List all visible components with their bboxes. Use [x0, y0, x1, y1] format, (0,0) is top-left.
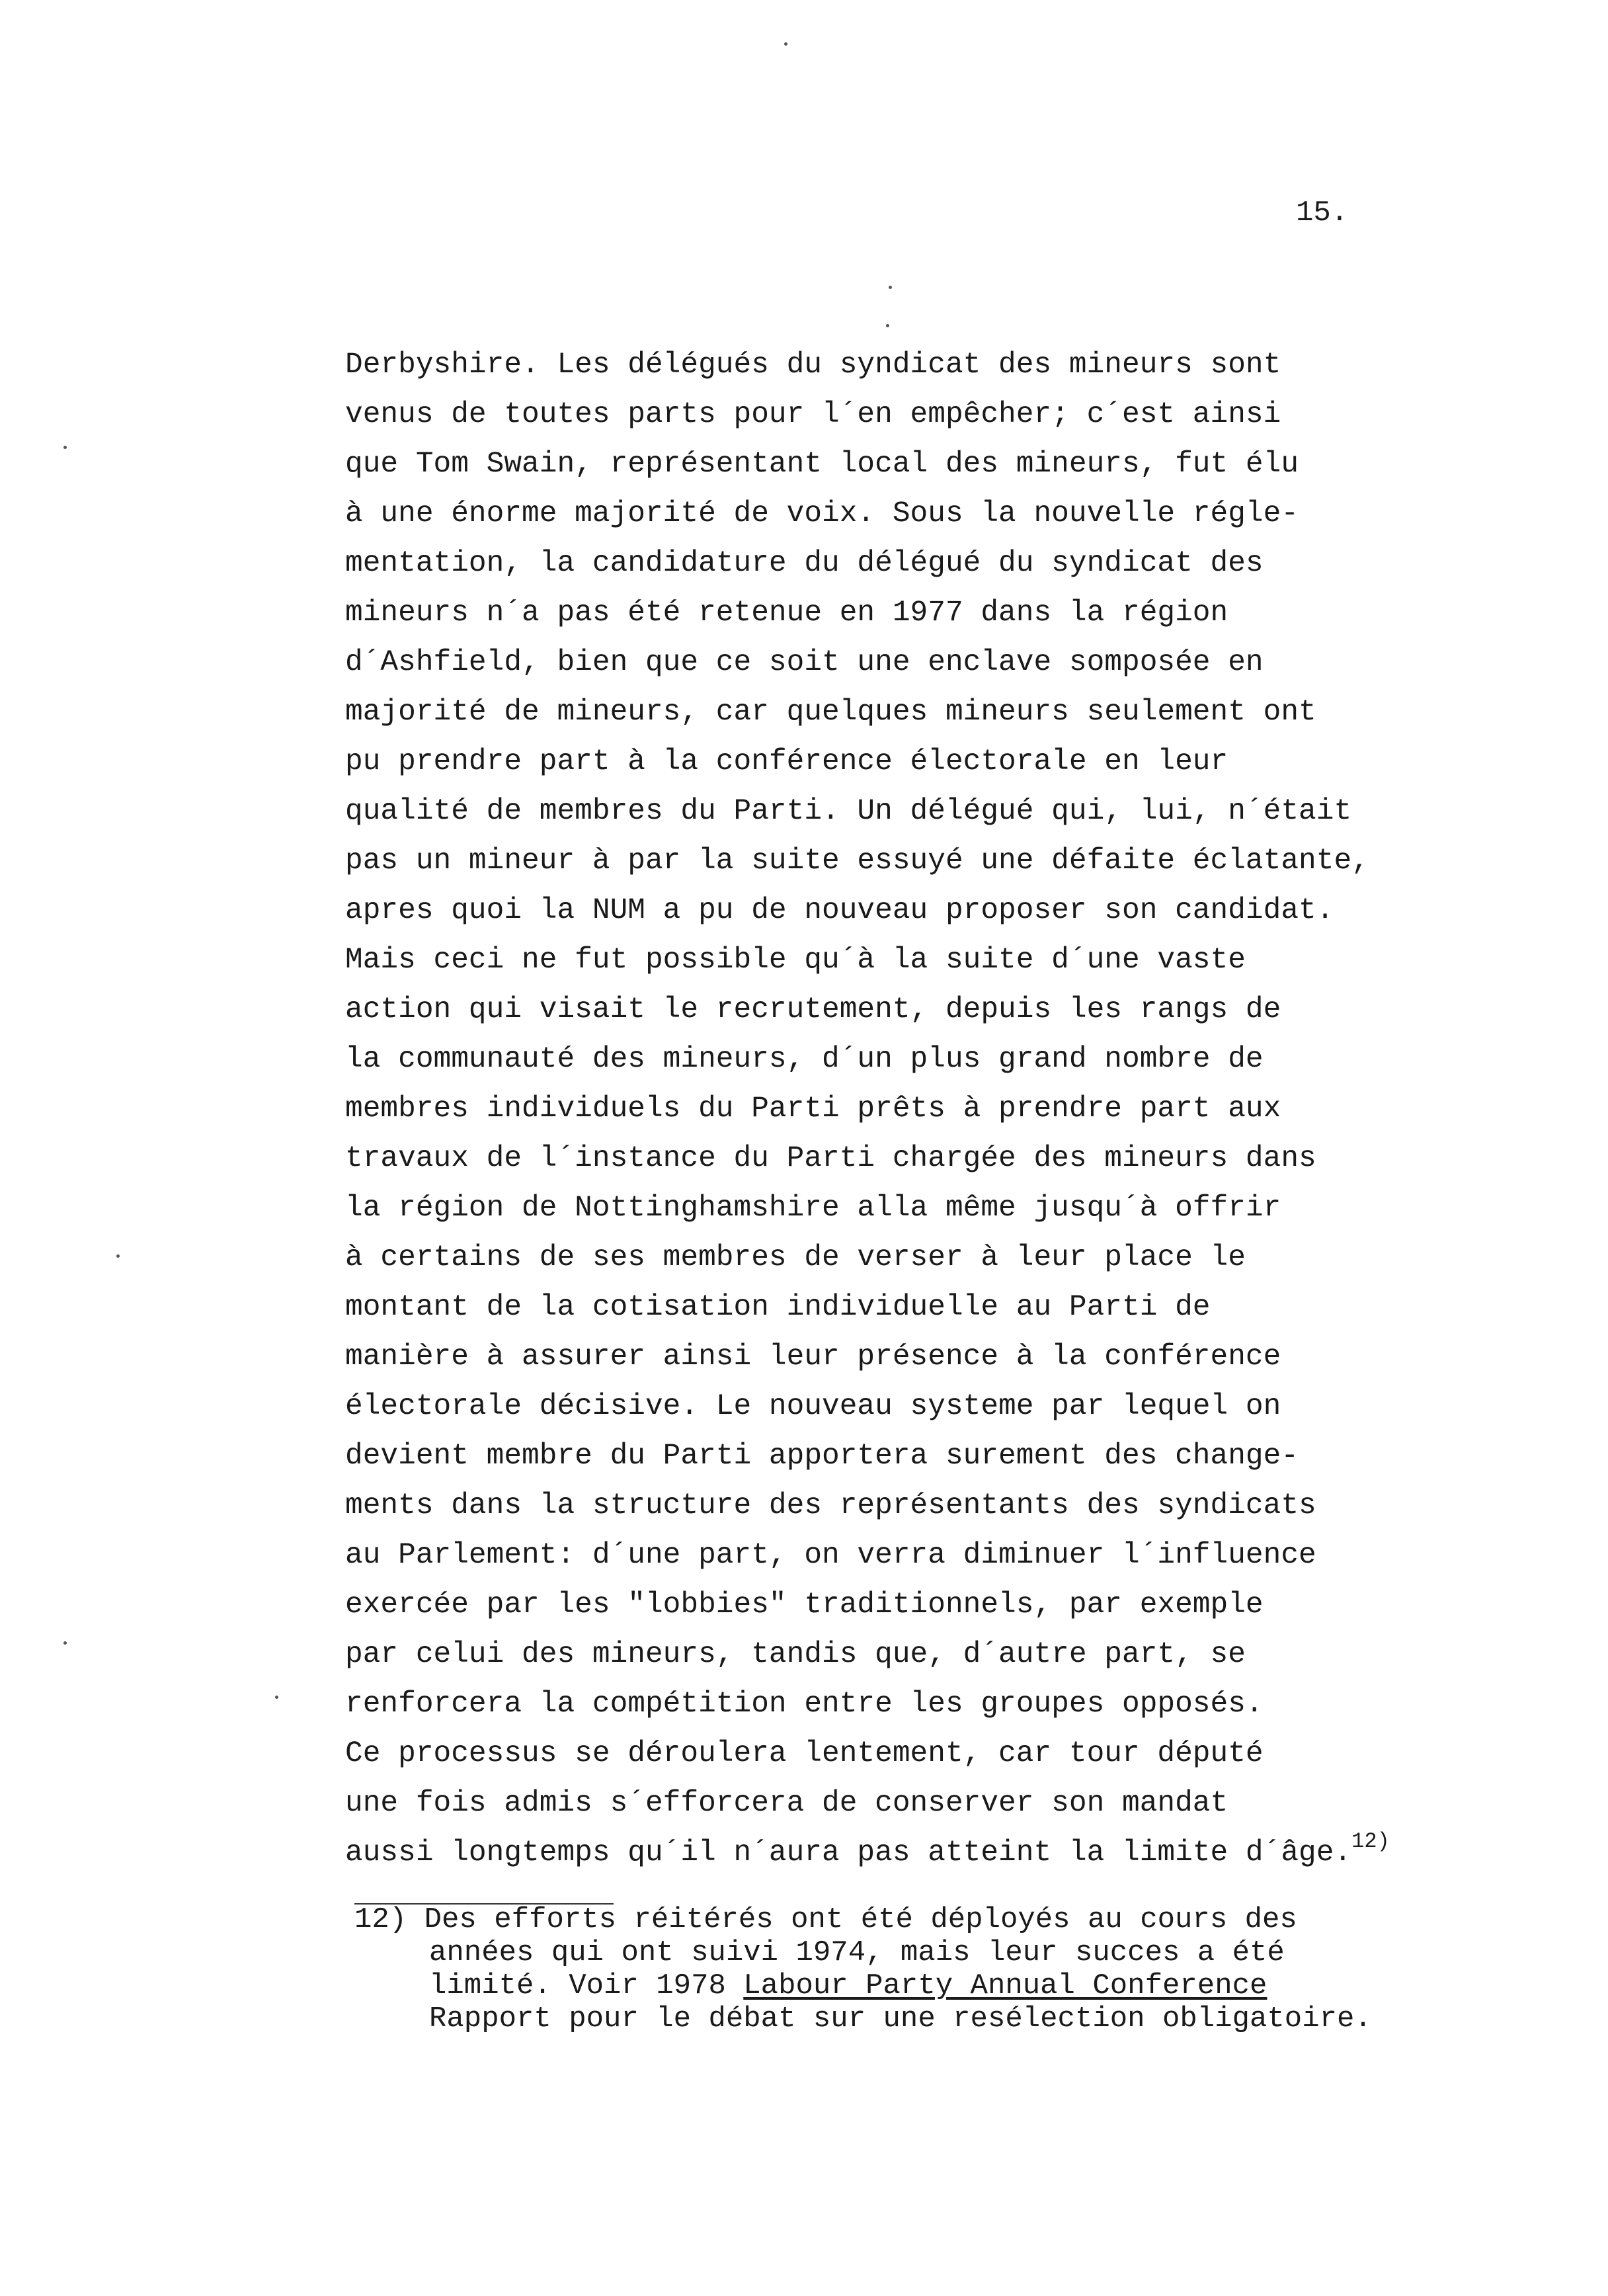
body-line: à une énorme majorité de voix. Sous la nouvelle régle- [345, 497, 1299, 530]
body-line: par celui des mineurs, tandis que, d´autre part, se [345, 1638, 1246, 1671]
body-line: pu prendre part à la conférence électorale en leur [345, 745, 1228, 778]
scan-speck [63, 446, 67, 449]
footnote-marker: 12) [354, 1903, 407, 1936]
body-line: une fois admis s´efforcera de conserver son mandat [345, 1787, 1228, 1820]
scan-speck [63, 1641, 67, 1645]
footnote-line: années qui ont suivi 1974, mais leur succes a été [429, 1936, 1285, 1969]
body-line: Mais ceci ne fut possible qu´à la suite d´une vaste [345, 944, 1246, 977]
footnote-line [354, 1903, 1518, 1936]
body-text [345, 341, 1509, 1878]
cited-title: Labour Party Annual Conference [743, 1969, 1267, 2002]
body-line: venus de toutes parts pour l´en empêcher; c´est ainsi [345, 398, 1281, 431]
body-line: mineurs n´a pas été retenue en 1977 dans la région [345, 596, 1228, 630]
page-number: 15. [1296, 196, 1349, 229]
footnote [354, 1903, 1518, 2035]
scan-speck [275, 1696, 278, 1699]
body-line: d´Ashfield, bien que ce soit une enclave somposée en [345, 646, 1264, 679]
body-line: exercée par les "lobbies" traditionnels, par exemple [345, 1588, 1264, 1621]
body-line: mentation, la candidature du délégué du syndicat des [345, 547, 1264, 580]
body-line: apres quoi la NUM a pu de nouveau proposer son candidat. [345, 894, 1334, 927]
body-line-text: aussi longtemps qu´il n´aura pas atteint la limite d´âge. [345, 1836, 1352, 1869]
body-line-last [345, 1828, 1509, 1878]
scan-speck [886, 324, 889, 327]
scan-speck [116, 1254, 120, 1258]
body-line: au Parlement: d´une part, on verra diminuer l´influence [345, 1539, 1316, 1572]
body-line: membres individuels du Parti prêts à prendre part aux [345, 1092, 1281, 1126]
body-line: renforcera la compétition entre les groupes opposés. [345, 1688, 1264, 1721]
footnote-text: limité. Voir 1978 [429, 1969, 744, 2002]
body-line: ments dans la structure des représentants des syndicats [345, 1489, 1316, 1522]
body-line: devient membre du Parti apportera surement des change- [345, 1440, 1299, 1473]
footnote-line [354, 1969, 1518, 2002]
body-line: électorale décisive. Le nouveau systeme par lequel on [345, 1390, 1281, 1423]
body-line: montant de la cotisation individuelle au Parti de [345, 1291, 1211, 1324]
footnote-text: Des efforts réitérés ont été déployés au cours des [424, 1903, 1297, 1936]
body-line: Ce processus se déroulera lentement, car tour député [345, 1737, 1264, 1770]
footnote-reference: 12) [1351, 1829, 1390, 1854]
body-line: pas un mineur à par la suite essuyé une défaite éclatante, [345, 844, 1369, 878]
body-line: la communauté des mineurs, d´un plus grand nombre de [345, 1043, 1264, 1076]
body-line: la région de Nottinghamshire alla même jusqu´à offrir [345, 1192, 1281, 1225]
body-line: action qui visait le recrutement, depuis les rangs de [345, 993, 1281, 1026]
body-line: travaux de l´instance du Parti chargée des mineurs dans [345, 1142, 1316, 1175]
scan-speck [784, 42, 787, 46]
scan-speck [889, 286, 892, 289]
body-line: Derbyshire. Les délégués du syndicat des mineurs sont [345, 348, 1281, 382]
body-line: à certains de ses membres de verser à leur place le [345, 1241, 1246, 1274]
footnote-line: Rapport pour le débat sur une resélection obligatoire. [429, 2002, 1372, 2035]
body-line: manière à assurer ainsi leur présence à la conférence [345, 1340, 1281, 1374]
body-line: majorité de mineurs, car quelques mineurs seulement ont [345, 696, 1316, 729]
body-line: qualité de membres du Parti. Un délégué qui, lui, n´était [345, 795, 1352, 828]
body-line: que Tom Swain, représentant local des mineurs, fut élu [345, 448, 1299, 481]
